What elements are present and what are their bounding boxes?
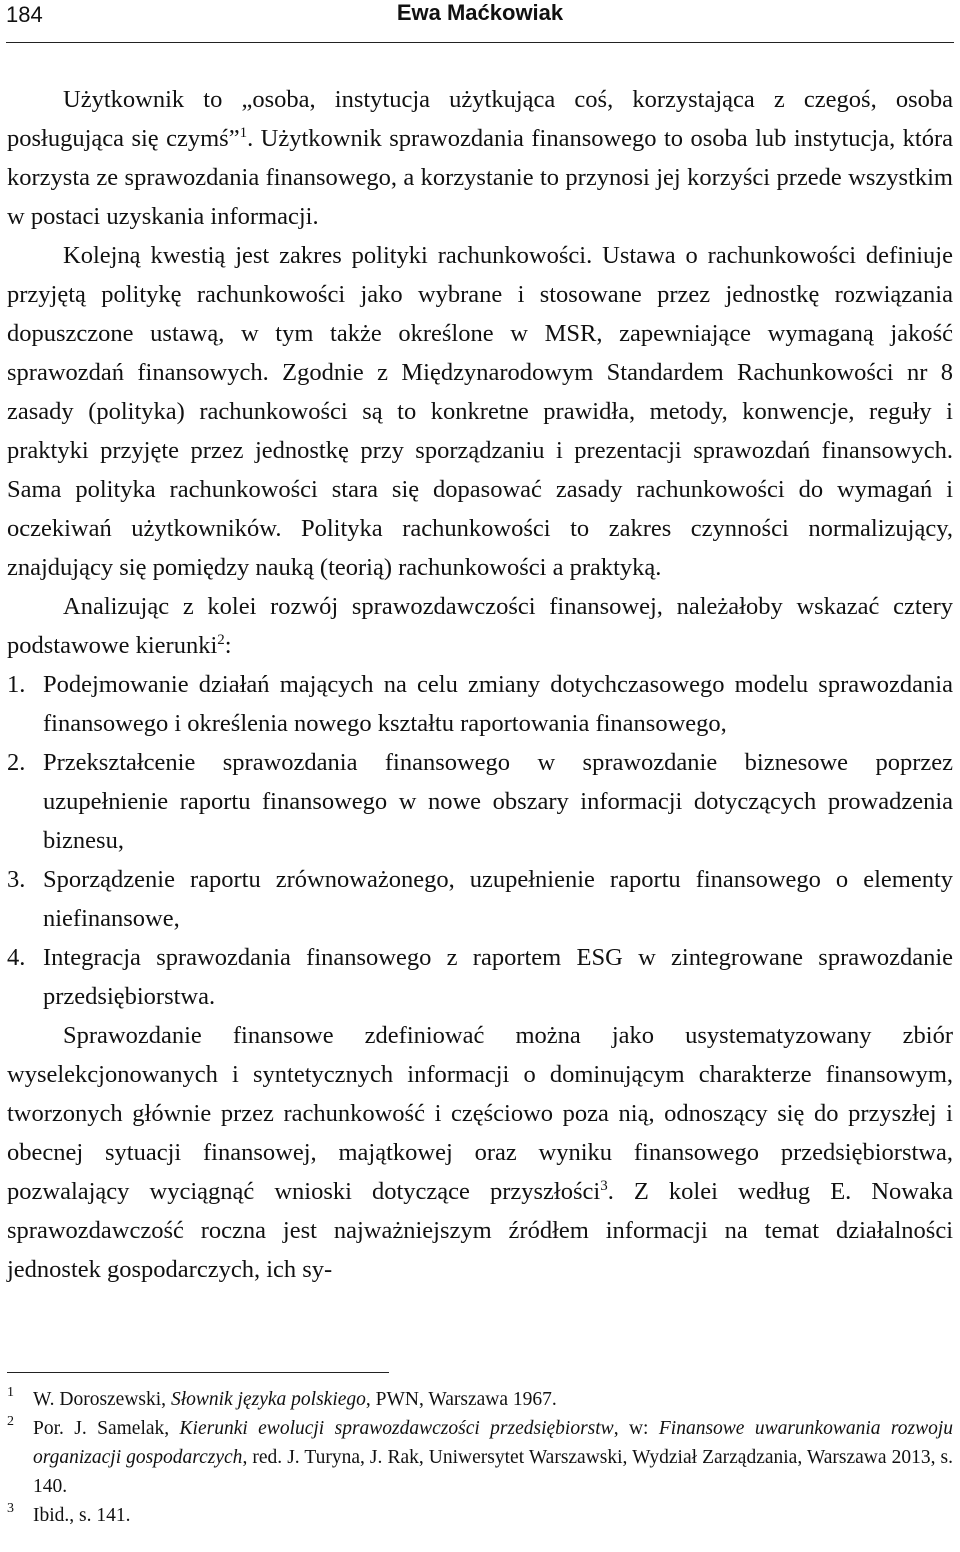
footnote-separator (7, 1372, 389, 1373)
header-rule (6, 42, 954, 43)
list-item: 3. Sporządzenie raportu zrównoważonego, uzupełnienie raportu finansowego o elementy niefinansowe, (7, 866, 953, 932)
footnote-1: 1 W. Doroszewski, Słownik języka polskiego, PWN, Warszawa 1967. (7, 1385, 953, 1414)
footnote-ref-3[interactable]: 3 (600, 1178, 608, 1194)
footnote-ref-2[interactable]: 2 (217, 632, 225, 648)
paragraph-directions-intro: Analizując z kolei rozwój sprawozdawczości finansowej, należałoby wskazać cztery podstawowe kierunki$^2$: (7, 593, 953, 659)
footnote-3: 3 Ibid., s. 141. (7, 1501, 953, 1530)
footnote-number: 2 (7, 1414, 14, 1429)
main-text (7, 80, 953, 1289)
paragraph-user-definition: Użytkownik to „osoba, instytucja użytkująca coś, korzystająca z czegoś, osoba posługująca się czymś”$^1$. Użytkownik sprawozdania finansowego to osoba lub instytucja, która korzysta ze sprawozdania finansowego, a korzystanie to przynosi jej korzyści przede wszystkim w postaci uzyskania informacji. (7, 86, 953, 230)
running-head-author: Ewa Maćkowiak (396, 0, 564, 25)
footnotes (7, 1385, 953, 1530)
footnote-2: 2 Por. J. Samelak, Kierunki ewolucji sprawozdawczości przedsiębiorstw, w: Finansowe uwarunkowania rozwoju organizacji gospodarczych, red. J. Turyna, J. Rak, Uniwersytet Warszawski, Wydział Zarządzania, Warszawa 2013, s. 140. (7, 1414, 953, 1501)
page-number: 184 (6, 2, 43, 27)
list-item: 1. Podejmowanie działań mających na celu zmiany dotychczasowego modelu sprawozdania finansowego i określenia nowego kształtu raportowania finansowego, (7, 671, 953, 737)
page-header (6, 0, 954, 36)
list-item: 2. Przekształcenie sprawozdania finansowego w sprawozdanie biznesowe poprzez uzupełnienie raportu finansowego w nowe obszary informacji dotyczących prowadzenia biznesu, (7, 749, 953, 854)
directions-list (7, 665, 953, 1016)
paragraph-financial-statement: Sprawozdanie finansowe zdefiniować można jako usystematyzowany zbiór wyselekcjonowanych i syntetycznych informacji o dominującym charakterze finansowym, tworzonych głównie przez rachunkowość i częściowo poza nią, odnoszący się do przyszłej i obecnej sytuacji finansowej, majątkowej oraz wyniku finansowego przedsiębiorstwa, pozwalający wyciągnąć wnioski dotyczące przyszłości$^3$. Z kolei według E. Nowaka sprawozdawczość roczna jest najważniejszym źródłem informacji na temat działalności jednostek gospodarczych, ich sy- (7, 1022, 953, 1283)
footnote-number: 3 (7, 1501, 14, 1516)
paragraph-accounting-policy: Kolejną kwestią jest zakres polityki rachunkowości. Ustawa o rachunkowości definiuje przyjętą politykę rachunkowości jako wybrane i stosowane przez jednostkę rozwiązania dopuszczone ustawą, w tym także określone w MSR, zapewniające wymaganą jakość sprawozdań finansowych. Zgodnie z Międzynarodowym Standardem Rachunkowości nr 8 zasady (polityka) rachunkowości są to konkretne prawidła, metody, konwencje, reguły i praktyki przyjęte przez jednostkę przy sporządzaniu i prezentacji sprawozdań finansowych. Sama polityka rachunkowości stara się dopasować zasady rachunkowości do wymagań i oczekiwań użytkowników. Polityka rachunkowości to zakres czynności normalizujący, znajdujący się pomiędzy nauką (teorią) rachunkowości a praktyką. (7, 242, 953, 581)
footnote-ref-1[interactable]: 1 (239, 125, 248, 141)
footnote-number: 1 (7, 1385, 14, 1400)
list-item: 4. Integracja sprawozdania finansowego z raportem ESG w zintegrowane sprawozdanie przedsiębiorstwa. (7, 944, 953, 1010)
